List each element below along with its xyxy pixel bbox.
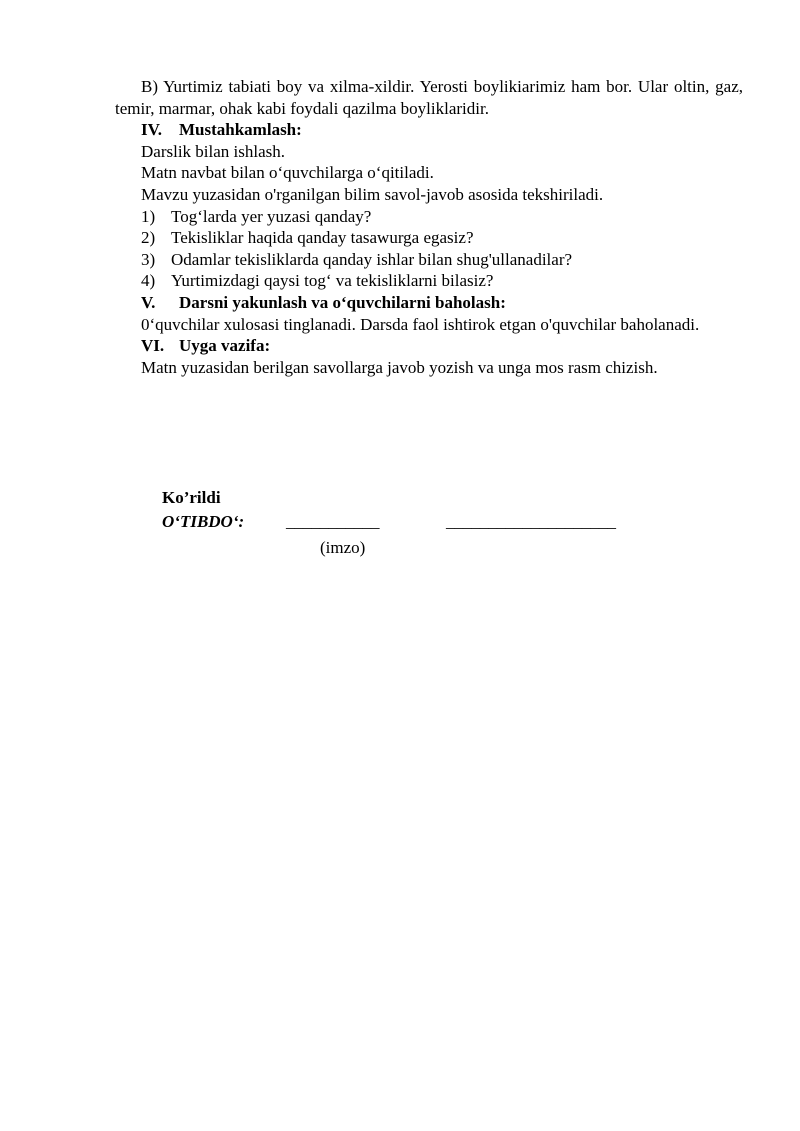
homework-text: Matn yuzasidan berilgan savollarga javob yozish va unga mos rasm chizish. <box>141 357 658 377</box>
signature-row <box>162 510 722 534</box>
question-1 <box>115 206 743 228</box>
section-5-number: V. <box>141 292 156 312</box>
question-3 <box>115 249 743 271</box>
question-3-number: 3) <box>141 249 156 269</box>
imzo-caption: (imzo) <box>320 538 366 557</box>
paragraph-5: 0‘quvchilar xulosasi tinglanadi. Darsda faol ishtirok etgan o'quvchilar baholanadi. <box>141 314 700 334</box>
section-4-title: Mustahkamlash: <box>179 120 302 140</box>
question-4-number: 4) <box>141 271 156 291</box>
section-4-heading <box>115 119 743 141</box>
signature-block <box>162 486 722 557</box>
paragraph-b: B) Yurtimiz tabiati boy va xilma-xildir. Yerosti boylikiarimiz ham bor. Ular oltin, gaz, temir, marmar, ohak kabi foydali qazilma boyliklaridir. <box>115 77 743 118</box>
text-line-1: Darslik bilan ishlash. <box>141 141 286 161</box>
question-3-text: Odamlar tekisliklarda qanday ishlar bilan shug'ullanadilar? <box>171 249 573 269</box>
question-2 <box>115 227 743 249</box>
section-6-heading <box>115 335 743 357</box>
question-2-number: 2) <box>141 228 156 248</box>
section-6-title: Uyga vazifa: <box>179 336 271 356</box>
question-4-text: Yurtimizdagi qaysi tog‘ va tekisliklarni bilasiz? <box>171 271 494 291</box>
org-label: O‘TIBDO‘: <box>162 512 245 531</box>
question-4 <box>115 270 743 292</box>
question-1-text: Tog‘larda yer yuzasi qanday? <box>171 206 372 226</box>
reviewed-label: Ko’rildi <box>162 488 221 507</box>
section-5-heading <box>115 292 743 314</box>
signature-blank: ___________ <box>286 512 380 531</box>
section-4-number: IV. <box>141 120 162 140</box>
question-2-text: Tekisliklar haqida qanday tasawurga egasiz? <box>171 228 474 248</box>
question-1-number: 1) <box>141 206 156 226</box>
section-6-number: VI. <box>141 336 165 356</box>
text-line-2: Matn navbat bilan o‘quvchilarga o‘qitiladi. <box>141 163 434 183</box>
document-body <box>115 76 743 378</box>
section-5-title: Darsni yakunlash va o‘quvchilarni baholash: <box>179 292 506 312</box>
text-line-3: Mavzu yuzasidan o'rganilgan bilim savol-javob asosida tekshiriladi. <box>141 184 604 204</box>
name-blank: ____________________ <box>446 512 616 531</box>
